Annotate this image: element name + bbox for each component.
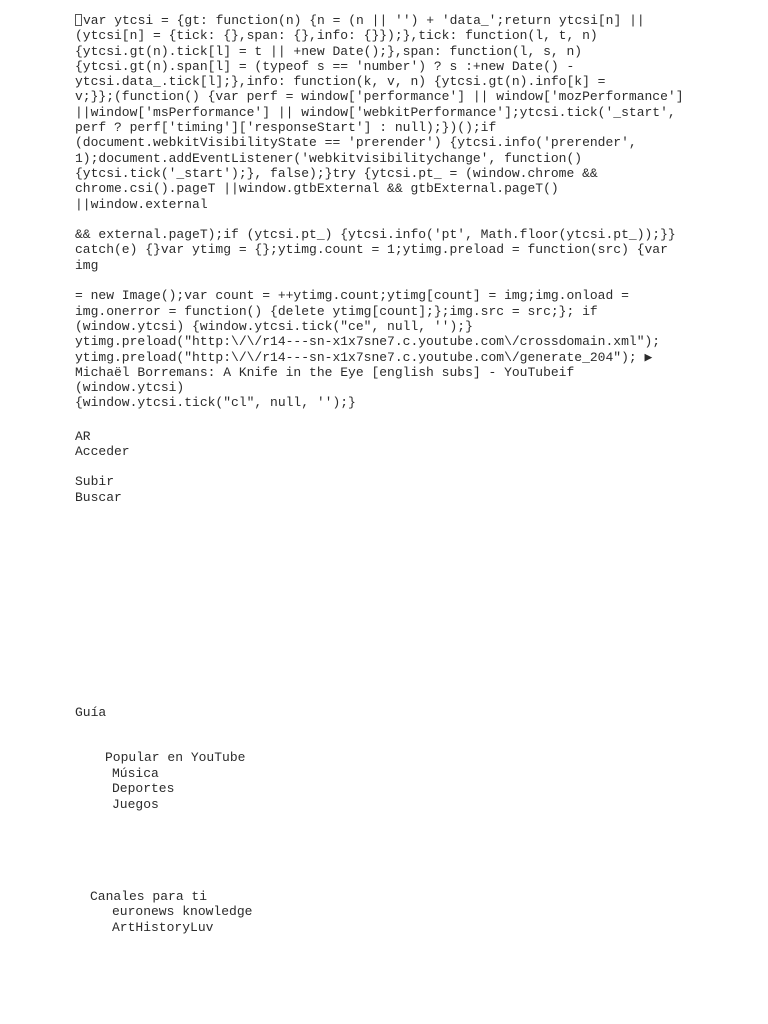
script-line: 1);document.addEventListener('webkitvisibilitychange', function() (75, 150, 583, 166)
guide-item-music[interactable]: Música (112, 766, 159, 781)
channel-item-arthistoryluv[interactable]: ArtHistoryLuv (112, 920, 214, 935)
search-button[interactable]: Buscar (75, 490, 122, 505)
guide-link[interactable]: Guía (75, 705, 107, 720)
sign-in-link[interactable]: Acceder (75, 444, 130, 459)
script-line: var ytcsi = {gt: function(n) {n = (n || '') + 'data_';return ytcsi[n] || (83, 13, 645, 28)
script-line: img.onerror = function() {delete ytimg[count];};img.src = src;}; if (75, 303, 598, 319)
video-title-line: Michaël Borremans: A Knife in the Eye [english subs] - YouTubeif (window.ytcsi) (75, 364, 583, 396)
guide-item-sports[interactable]: Deportes (112, 781, 175, 796)
channels-for-you-heading: Canales para ti (90, 889, 208, 904)
missing-glyph-box (75, 14, 82, 26)
script-line: ytimg.preload("http:\/\/r14---sn-x1x7sne7.c.youtube.com\/generate_204"); ▶ (75, 349, 653, 365)
channel-item-euronews[interactable]: euronews knowledge (112, 904, 253, 919)
script-line: perf ? perf['timing']['responseStart'] : null);})();if (75, 120, 497, 136)
script-line: (document.webkitVisibilityState == 'prerender') {ytcsi.info('prerender', (75, 135, 637, 151)
guide-item-gaming[interactable]: Juegos (112, 797, 159, 812)
script-line: v;}};(function() {var perf = window['performance'] || window['mozPerformance'] (75, 89, 684, 105)
script-line: {ytcsi.tick('_start');}, false);}try {ytcsi.pt_ = (window.chrome && (75, 165, 598, 181)
script-line: {ytcsi.gt(n).tick[l] = t || +new Date();},span: function(l, s, n) (75, 43, 583, 59)
script-line: && external.pageT);if (ytcsi.pt_) {ytcsi.info('pt', Math.floor(ytcsi.pt_));}} (75, 227, 676, 243)
script-line: ytcsi.data_.tick[l];},info: function(k, v, n) {ytcsi.gt(n).info[k] = (75, 74, 606, 90)
upload-link[interactable]: Subir (75, 474, 115, 489)
script-line: ytimg.preload("http:\/\/r14---sn-x1x7sne7.c.youtube.com\/crossdomain.xml"); (75, 334, 661, 350)
script-line: {window.ytcsi.tick("cl", null, '');} (75, 395, 356, 411)
script-line: catch(e) {}var ytimg = {};ytimg.count = 1;ytimg.preload = function(src) {var img (75, 242, 676, 273)
unrendered-script-text (75, 13, 685, 411)
script-line: ||window['msPerformance'] || window['webkitPerformance'];ytcsi.tick('_start', (75, 104, 676, 120)
script-line: = new Image();var count = ++ytimg.count;ytimg[count] = img;img.onload = (75, 288, 629, 304)
script-line: (ytcsi[n] = {tick: {},span: {},info: {}});},tick: function(l, t, n) (75, 28, 598, 44)
country-code-link[interactable]: AR (75, 429, 91, 444)
script-line: chrome.csi().pageT ||window.gtbExternal && gtbExternal.pageT() ||window.external (75, 181, 567, 212)
script-line: (window.ytcsi) {window.ytcsi.tick("ce", null, '');} (75, 318, 473, 334)
script-line: {ytcsi.gt(n).span[l] = (typeof s == 'number') ? s :+new Date() - (75, 58, 575, 74)
popular-on-youtube-link[interactable]: Popular en YouTube (105, 750, 246, 765)
